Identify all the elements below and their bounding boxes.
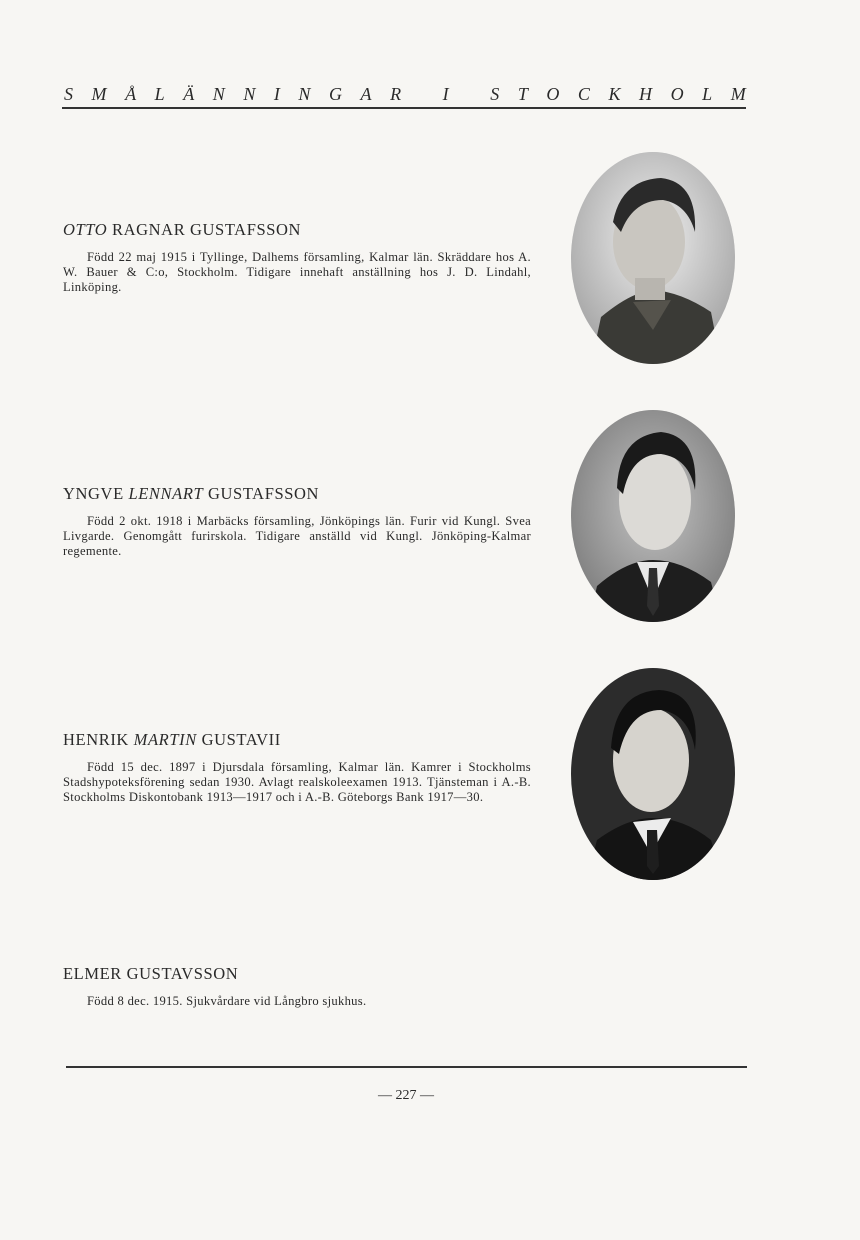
header-letter: I	[273, 84, 280, 104]
header-letter: M	[91, 84, 107, 104]
entry-henrik-gustavii	[63, 730, 531, 805]
header-letter: T	[517, 84, 528, 104]
header-rule	[62, 107, 746, 109]
header-letter: Ä	[183, 84, 195, 104]
entry-bio: Född 2 okt. 1918 i Marbäcks församling, Jönköpings län. Furir vid Kungl. Svea Livgarde. Genomgått furirskola. Tidigare anställd vid Kungl. Jönköping-Kalmar regemente.	[63, 514, 531, 558]
header-letter: S	[64, 84, 73, 104]
header-letter: C	[577, 84, 590, 104]
header-letter: O	[546, 84, 560, 104]
portrait-photo	[571, 410, 735, 622]
entry-bio: Född 22 maj 1915 i Tyllinge, Dalhems församling, Kalmar län. Skräddare hos A. W. Bauer & C:o, Stockholm. Tidigare innehaft anställning hos J. D. Lindahl, Linköping.	[63, 250, 531, 294]
entry-bio: Född 15 dec. 1897 i Djursdala församling, Kalmar län. Kamrer i Stockholms Stadshypoteksförening sedan 1930. Avlagt realskoleexamen 1913. Tjänsteman i A.-B. Stockholms Diskontobank 1913—1917 och i A.-B. Göteborgs Bank 1917—30.	[63, 760, 531, 804]
entry-otto-gustafsson	[63, 220, 531, 295]
header-letter: I	[442, 84, 449, 104]
entry-name: ELMER GUSTAVSSON	[63, 964, 239, 983]
portrait-photo	[571, 152, 735, 364]
header-letter: G	[328, 84, 342, 104]
page-number: — 227 —	[378, 1088, 434, 1103]
running-header	[64, 84, 746, 105]
entry-name: OTTO RAGNAR GUSTAFSSON	[63, 220, 302, 239]
header-letter	[420, 84, 425, 105]
header-letter: L	[154, 84, 165, 104]
header-letter: N	[298, 84, 311, 104]
portrait-man-suit-icon	[571, 668, 735, 880]
header-letter	[467, 84, 472, 105]
header-letter: N	[243, 84, 256, 104]
entry-name: YNGVE LENNART GUSTAFSSON	[63, 484, 320, 503]
header-letter: M	[730, 84, 746, 104]
header-letter: H	[639, 84, 653, 104]
entry-elmer-gustavsson	[63, 964, 531, 1009]
footer-rule	[66, 1066, 747, 1068]
portrait-man-uniform-icon	[571, 152, 735, 364]
header-letter: R	[390, 84, 402, 104]
header-letter: S	[490, 84, 500, 104]
portrait-photo	[571, 668, 735, 880]
entry-name: HENRIK MARTIN GUSTAVII	[63, 730, 281, 749]
entry-bio: Född 8 dec. 1915. Sjukvårdare vid Långbro sjukhus.	[87, 994, 367, 1008]
header-letter: O	[670, 84, 684, 104]
header-letter: N	[212, 84, 225, 104]
header-letter: Å	[125, 84, 137, 104]
entry-yngve-gustafsson	[63, 484, 531, 559]
header-letter: L	[702, 84, 713, 104]
header-letter: K	[608, 84, 621, 104]
portrait-man-suit-icon	[571, 410, 735, 622]
header-letter: A	[360, 84, 372, 104]
